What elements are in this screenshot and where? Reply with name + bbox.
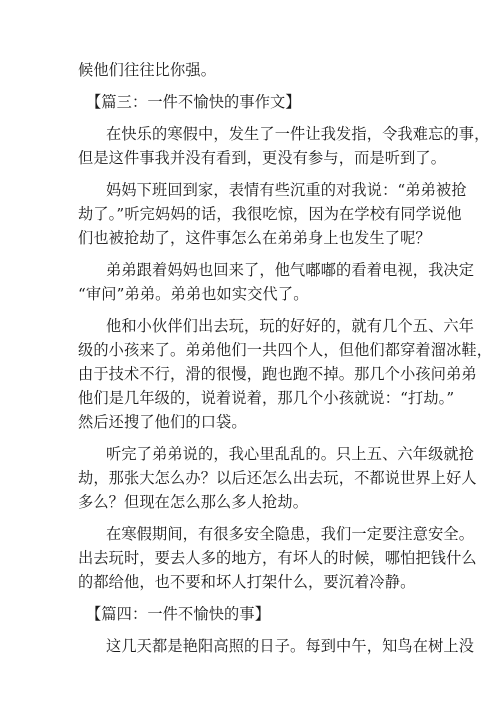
text-line: 在快乐的寒假中，发生了一件让我发指，令我难忘的事， <box>106 125 490 143</box>
text-line: 他们是几年级的，说着说着，那几个小孩就说：“打劫。” <box>78 389 455 407</box>
text-line: 这几天都是艳阳高照的日子。每到中午，知鸟在树上没 <box>106 637 475 655</box>
text-line: 在寒假期间，有很多安全隐患，我们一定要注意安全。 <box>106 525 475 543</box>
section-heading: 【篇四：一件不愉快的事】 <box>86 605 271 623</box>
text-line: 然后还搜了他们的口袋。 <box>78 413 247 431</box>
section-heading: 【篇三：一件不愉快的事作文】 <box>86 93 301 111</box>
text-line: 但是这件事我并没有看到，更没有参与，而是听到了。 <box>78 149 447 167</box>
text-line: 们也被抢劫了，这件事怎么在弟弟身上也发生了呢？ <box>78 229 431 247</box>
text-line: 出去玩时，要去人多的地方，有坏人的时候，哪怕把钱什么 <box>78 549 477 567</box>
text-line: 候他们往往比你强。 <box>78 61 217 79</box>
text-line: 妈妈下班回到家，表情有些沉重的对我说：“弟弟被抢 <box>106 181 467 199</box>
text-line: 级的小孩来了。弟弟他们一共四个人，但他们都穿着溜冰鞋， <box>78 341 493 359</box>
text-line: 劫了。”听完妈妈的话，我很吃惊，因为在学校有同学说他 <box>78 205 462 223</box>
text-line: 听完了弟弟说的，我心里乱乱的。只上五、六年级就抢 <box>106 445 475 463</box>
text-line: 劫，那张大怎么办？以后还怎么出去玩，不都说世界上好人 <box>78 469 477 487</box>
text-line: 由于技术不行，滑的很慢，跑也跑不掉。那几个小孩问弟弟 <box>78 365 477 383</box>
text-line: “审问”弟弟。弟弟也如实交代了。 <box>78 285 309 303</box>
text-line: 的都给他，也不要和坏人打架什么，要沉着冷静。 <box>78 573 416 591</box>
text-line: 多么？但现在怎么那么多人抢劫。 <box>78 493 309 511</box>
text-line: 弟弟跟着妈妈也回来了，他气嘟嘟的看着电视，我决定 <box>106 261 475 279</box>
text-line: 他和小伙伴们出去玩，玩的好好的，就有几个五、六年 <box>106 317 475 335</box>
